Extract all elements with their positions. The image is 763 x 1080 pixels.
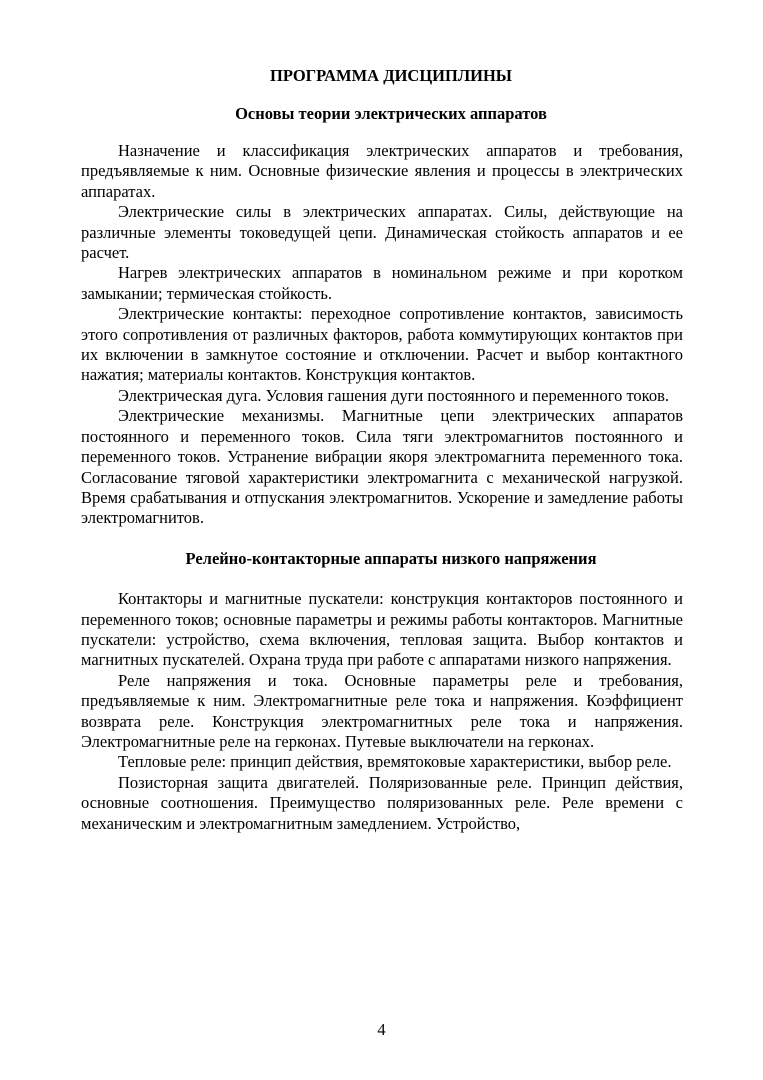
- section-body-basics: [81, 141, 683, 529]
- section-title-relay-contactor: Релейно-контакторные аппараты низкого напряжения: [185, 548, 597, 568]
- paragraph: Тепловые реле: принцип действия, времятоковые характеристики, выбор реле.: [118, 752, 672, 772]
- paragraph: Электрическая дуга. Условия гашения дуги постоянного и переменного токов.: [118, 385, 670, 405]
- paragraph: Электрические контакты: переходное сопротивление контактов, зависимость этого сопротивления от различных факторов, работа коммутирующих контактов при их включении в замкнутое состояние и отключении. Расчет и выбор контактного нажатия; материалы контактов. Конструкция контактов.: [81, 304, 683, 385]
- paragraph: Контакторы и магнитные пускатели: конструкция контакторов постоянного и переменного токов; основные параметры и режимы работы контакторов. Магнитные пускатели: устройство, схема включения, тепловая защита. Выбор контактов и магнитных пускателей. Охрана труда при работе с аппаратами низкого напряжения.: [81, 589, 683, 670]
- section-title-basics: Основы теории электрических аппаратов: [235, 103, 547, 123]
- document-title: ПРОГРАММА ДИСЦИПЛИНЫ: [270, 66, 512, 85]
- paragraph: Электрические силы в электрических аппаратах. Силы, действующие на различные элементы токоведущей цепи. Динамическая стойкость аппаратов и ее расчет.: [81, 202, 683, 263]
- paragraph: Назначение и классификация электрических аппаратов и требования, предъявляемые к ним. Основные физические явления и процессы в электрических аппаратах.: [81, 141, 683, 201]
- paragraph: Позисторная защита двигателей. Поляризованные реле. Принцип действия, основные соотношения. Преимущество поляризованных реле. Реле времени с механическим и электромагнитным замедлением. Устройство,: [81, 772, 683, 833]
- paragraph: Реле напряжения и тока. Основные параметры реле и требования, предъявляемые к ним. Электромагнитные реле тока и напряжения. Коэффициент возврата реле. Конструкция электромагнитных реле тока и напряжения. Электромагнитные реле на герконах. Путевые выключатели на герконах.: [81, 670, 683, 752]
- section-body-relay-contactor: [81, 589, 683, 834]
- document-page: [81, 66, 683, 834]
- page-number: 4: [377, 1020, 386, 1039]
- paragraph: Электрические механизмы. Магнитные цепи электрических аппаратов постоянного и переменного токов. Сила тяги электромагнитов постоянного и переменного токов. Устранение вибрации якоря электромагнита переменного тока. Согласование тяговой характеристики электромагнита с механической нагрузкой. Время срабатывания и отпускания электромагнитов. Ускорение и замедление работы электромагнитов.: [81, 406, 683, 528]
- paragraph: Нагрев электрических аппаратов в номинальном режиме и при коротком замыкании; термическая стойкость.: [81, 263, 683, 303]
